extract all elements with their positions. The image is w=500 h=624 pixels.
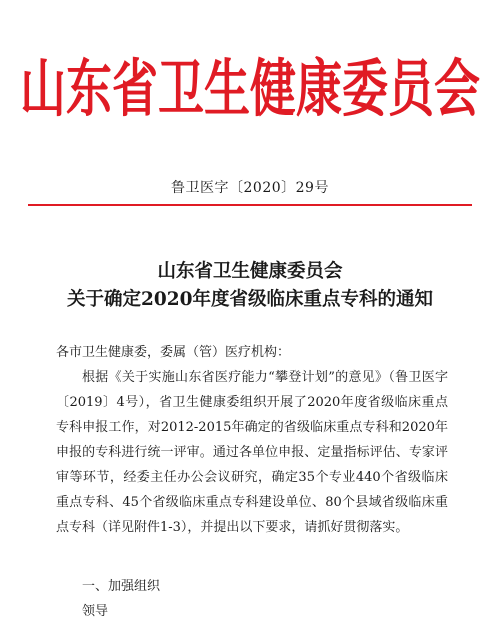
document-number: 鲁卫医字〔2020〕29号: [171, 180, 329, 196]
salutation: 各市卫生健康委，委属（管）医疗机构：: [56, 345, 291, 360]
body-paragraph: 根据《关于实施山东省医疗能力“攀登计划”的意见》（鲁卫医字〔2019〕4号），省卫生健康委组织开展了2020年度省级临床重点专科申报工作，对2012-2015年确定的省级临床重点专科和2020年申报的专科进行统一评审。通过各单位申报、定量指标评估、专家评审等环节，经委主任办公会议研究，确定35个专业440个省级临床重点专科、45个省级临床重点专科建设单位、80个县域省级临床重点专科（详见附件1-3），并提出以下要求，请抓好贯彻落实。: [56, 370, 448, 535]
issuer-masthead: 山东省卫生健康委员会: [20, 52, 480, 126]
partial-next-line: 一、加强组织领导: [82, 579, 161, 619]
red-divider-rule: [28, 204, 472, 206]
document-body: [56, 340, 448, 540]
title-line-issuer: 山东省卫生健康委员会: [157, 261, 343, 282]
title-line-subject: 关于确定2020年度省级临床重点专科的通知: [67, 289, 433, 310]
document-title: [0, 258, 500, 314]
